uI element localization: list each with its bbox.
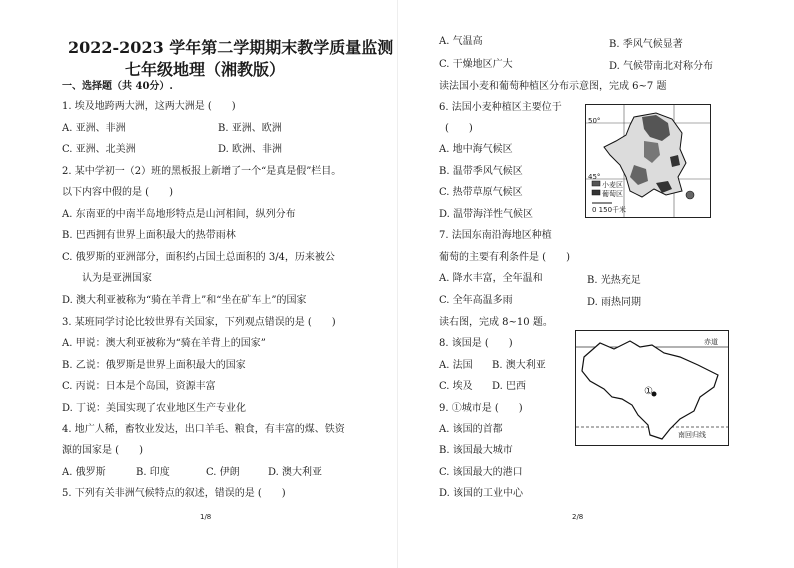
q4-option-d: D. 澳大利亚 xyxy=(268,467,323,478)
map1-lat-top: 50° xyxy=(588,117,601,125)
q5-stem: 5. 下列有关非洲气候特点的叙述，错误的是 ( ) xyxy=(62,488,286,499)
q2-option-d: D. 澳大利亚被称为“骑在羊背上”和“坐在矿车上”的国家 xyxy=(62,295,307,306)
map1-instruction: 读法国小麦和葡萄种植区分布示意图，完成 6~7 题 xyxy=(439,81,667,92)
q8-option-c: C. 埃及 xyxy=(439,381,473,392)
q8-stem: 8. 该国是 ( ) xyxy=(439,338,513,349)
q4-option-c: C. 伊朗 xyxy=(206,467,240,478)
page-number: 2/8 xyxy=(572,513,584,521)
q1-option-b: B. 亚洲、欧洲 xyxy=(218,123,282,134)
q9-option-c: C. 该国最大的港口 xyxy=(439,467,523,478)
q6-option-c: C. 热带草原气候区 xyxy=(439,187,523,198)
map1-scale: 0 150千米 xyxy=(592,206,627,214)
q7-stem-cont: 葡萄的主要有利条件是 ( ) xyxy=(439,252,570,263)
q1-option-c: C. 亚洲、北美洲 xyxy=(62,144,136,155)
q2-option-a: A. 东南亚的中南半岛地形特点是山河相间，纵列分布 xyxy=(62,209,296,220)
map2-city-marker: ① xyxy=(644,386,653,397)
q7-option-a: A. 降水丰富，全年温和 xyxy=(439,273,543,284)
q3-option-a: A. 甲说：澳大利亚被称为“骑在羊背上的国家” xyxy=(62,338,266,349)
q4-option-a: A. 俄罗斯 xyxy=(62,467,106,478)
france-map-graphic xyxy=(586,105,710,217)
q3-option-b: B. 乙说：俄罗斯是世界上面积最大的国家 xyxy=(62,360,246,371)
map1-legend-grape: 葡萄区 xyxy=(602,190,623,198)
q7-option-b: B. 光热充足 xyxy=(587,275,641,286)
q8-option-a: A. 法国 xyxy=(439,360,473,371)
q4-option-b: B. 印度 xyxy=(136,467,170,478)
exam-title: 2022-2023 学年第二学期期末教学质量监测 xyxy=(68,38,394,57)
q3-stem: 3. 某班同学讨论比较世界有关国家，下列观点错误的是 ( ) xyxy=(62,317,336,328)
q9-stem: 9. ①城市是 ( ) xyxy=(439,403,523,414)
q3-option-c: C. 丙说：日本是个岛国，资源丰富 xyxy=(62,381,216,392)
q7-option-c: C. 全年高温多雨 xyxy=(439,295,513,306)
q2-option-b: B. 巴西拥有世界上面积最大的热带雨林 xyxy=(62,230,236,241)
q6-option-d: D. 温带海洋性气候区 xyxy=(439,209,534,220)
q6-option-a: A. 地中海气候区 xyxy=(439,144,513,155)
q7-option-d: D. 雨热同期 xyxy=(587,297,642,308)
map2-tropic-label: 南回归线 xyxy=(678,431,706,439)
q9-option-d: D. 该国的工业中心 xyxy=(439,488,524,499)
section-heading: 一、选择题（共 40分）. xyxy=(62,81,173,92)
q4-stem: 4. 地广人稀，畜牧业发达，出口羊毛、粮食，有丰富的煤、铁资 xyxy=(62,424,345,435)
q4-stem-cont: 源的国家是 ( ) xyxy=(62,445,143,456)
q6-paren: ( ) xyxy=(445,123,473,134)
q1-stem: 1. 埃及地跨两大洲，这两大洲是 ( ) xyxy=(62,101,236,112)
map1-legend-wheat: 小麦区 xyxy=(602,181,623,189)
q5-option-b: B. 季风气候显著 xyxy=(609,39,683,50)
map1-lat-bottom: 45° xyxy=(588,173,601,181)
q2-option-c-cont: 认为是亚洲国家 xyxy=(82,273,152,284)
exam-subtitle: 七年级地理（湘教版） xyxy=(125,60,286,79)
map2-equator-label: 赤道 xyxy=(704,338,718,346)
q7-stem: 7. 法国东南沿海地区种植 xyxy=(439,230,552,241)
page-number: 1/8 xyxy=(200,513,212,521)
q9-option-a: A. 该国的首都 xyxy=(439,424,503,435)
q2-option-c: C. 俄罗斯的亚洲部分，面积约占国土总面积的 3/4，历来被公 xyxy=(62,252,335,263)
q2-stem: 2. 某中学初一（2）班的黑板报上新增了一个“是真是假”栏目。 xyxy=(62,166,342,177)
map2-instruction: 读右图，完成 8~10 题。 xyxy=(439,317,553,328)
q2-stem-cont: 以下内容中假的是 ( ) xyxy=(62,187,173,198)
q6-stem: 6. 法国小麦种植区主要位于 xyxy=(439,102,562,113)
q1-option-a: A. 亚洲、非洲 xyxy=(62,123,126,134)
q5-option-c: C. 干燥地区广大 xyxy=(439,59,513,70)
q5-option-a: A. 气温高 xyxy=(439,36,483,47)
q3-option-d: D. 丁说：美国实现了农业地区生产专业化 xyxy=(62,403,247,414)
q9-option-b: B. 该国最大城市 xyxy=(439,445,513,456)
france-map xyxy=(585,104,711,218)
q8-option-b: B. 澳大利亚 xyxy=(492,360,546,371)
q8-option-d: D. 巴西 xyxy=(492,381,527,392)
q6-option-b: B. 温带季风气候区 xyxy=(439,166,523,177)
right-page xyxy=(397,0,794,568)
q1-option-d: D. 欧洲、非洲 xyxy=(218,144,283,155)
q5-option-d: D. 气候带南北对称分布 xyxy=(609,61,714,72)
brazil-map xyxy=(575,330,729,446)
